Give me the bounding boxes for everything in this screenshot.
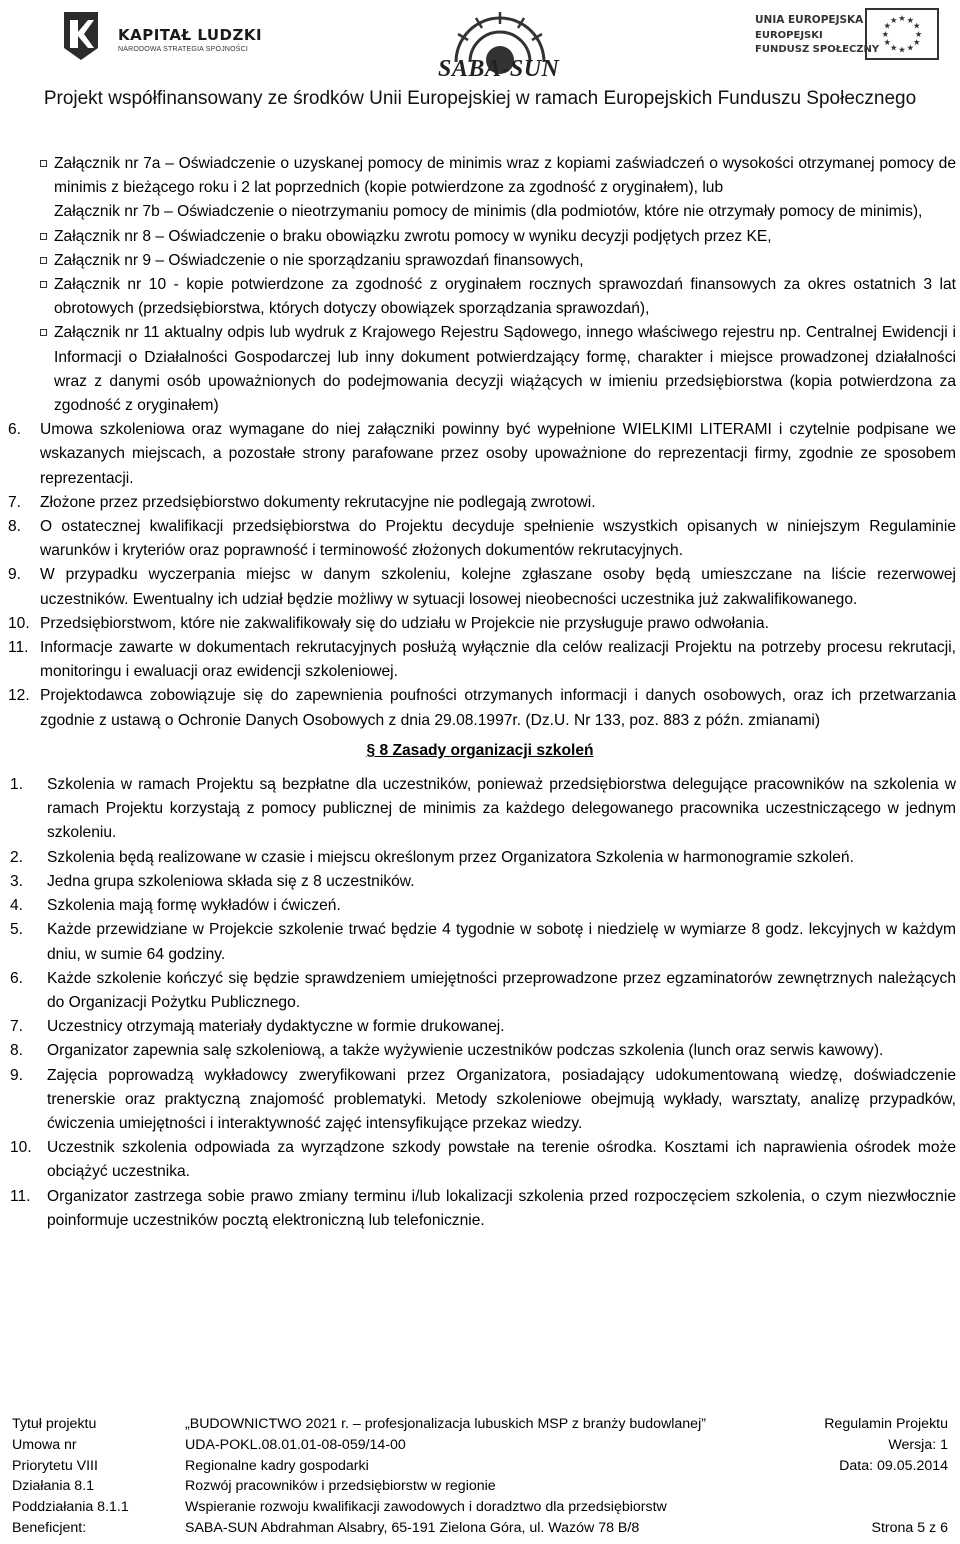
kapital-ludzki-logo xyxy=(58,8,263,78)
project-funding-caption: Projekt współfinansowany ze środków Unii Europejskiej w ramach Europejskich Funduszu Społecznego xyxy=(43,88,917,109)
item-number: 10. xyxy=(8,614,30,632)
square-bullet-icon xyxy=(40,160,47,167)
numbered-item xyxy=(10,870,956,894)
numbered-item xyxy=(8,515,956,563)
item-number: 7. xyxy=(10,1018,24,1036)
footer-value: Wspieranie rozwoju kwalifikacji zawodowych i doradztwo dla przedsiębiorstw xyxy=(185,1499,667,1516)
attachment-text: Załącznik nr 9 – Oświadczenie o nie sporządzaniu sprawozdań finansowych, xyxy=(54,251,584,269)
item-text: Organizator zastrzega sobie prawo zmiany terminu i/lub lokalizacji szkolenia przed rozpoczęciem szkolenia, o czym niezwłocznie poinformuje uczestników pocztą elektroniczną lub telefonicznie. xyxy=(47,1187,956,1229)
footer-row xyxy=(12,1497,948,1518)
svg-text:★: ★ xyxy=(889,42,898,53)
numbered-item xyxy=(10,1064,956,1137)
svg-text:★: ★ xyxy=(913,37,921,48)
numbered-item xyxy=(10,894,956,918)
footer-label: Beneficjent: xyxy=(12,1519,87,1536)
saba-sun-logo xyxy=(420,4,580,84)
footer-row xyxy=(12,1435,948,1456)
footer-value: SABA-SUN Abdrahman Alsabry, 65-191 Zielona Góra, ul. Wazów 78 B/8 xyxy=(185,1519,640,1536)
item-text: Informacje zawarte w dokumentach rekrutacyjnych posłużą wyłącznie dla celów realizacji Projektu na potrzeby procesu rekrutacji, monitoringu i ewaluacji oraz ewidencji szkoleniowej. xyxy=(40,639,956,681)
kapital-ludzki-subtitle: NARODOWA STRATEGIA SPÓJNOŚCI xyxy=(118,46,249,53)
footer-row xyxy=(12,1414,948,1435)
footer-value: Regionalne kadry gospodarki xyxy=(185,1457,369,1474)
numbered-item xyxy=(10,1015,956,1039)
numbered-item xyxy=(10,1039,956,1063)
item-text: Uczestnik szkolenia odpowiada za wyrządzone szkody powstałe na terenie ośrodka. Kosztami ich naprawienia ośrodek może obciążyć uczestnika. xyxy=(47,1139,956,1181)
item-text: Jedna grupa szkoleniowa składa się z 8 uczestników. xyxy=(47,872,415,890)
item-number: 7. xyxy=(8,493,22,511)
svg-text:★: ★ xyxy=(913,20,921,31)
svg-text:★: ★ xyxy=(883,20,891,31)
item-number: 2. xyxy=(10,848,24,866)
svg-text:★: ★ xyxy=(906,14,915,25)
item-number: 3. xyxy=(10,872,24,890)
item-text: Projektodawca zobowiązuje się do zapewnienia poufności otrzymanych informacji i danych osobowych, oraz ich przetwarzania zgodnie z ustawą o Ochronie Danych Osobowych z dnia 29.08.1997r. (Dz.U. Nr 133, poz. 883 z późn. zmianami) xyxy=(40,687,956,729)
numbered-item xyxy=(8,636,956,684)
footer-value: UDA-POKL.08.01.01-08-059/14-00 xyxy=(185,1436,406,1453)
numbered-item xyxy=(8,563,956,611)
footer-meta: Regulamin Projektu xyxy=(824,1416,948,1432)
eu-logo xyxy=(755,8,945,74)
numbered-item xyxy=(10,918,956,966)
footer-meta: Wersja: 1 xyxy=(888,1436,948,1453)
footer-label: Umowa nr xyxy=(12,1436,77,1453)
numbered-item xyxy=(8,612,956,636)
svg-text:★: ★ xyxy=(889,14,898,25)
item-number: 1. xyxy=(10,776,24,794)
item-number: 8. xyxy=(10,1042,24,1060)
square-bullet-icon xyxy=(40,233,47,240)
attachment-text: Załącznik nr 10 - kopie potwierdzone za zgodność z oryginałem rocznych sprawozdań finansowych za okres ostatnich 3 lat obrotowych (przedsiębiorstwa, których dotyczy obowiązek sporządzania sprawozdań), xyxy=(54,276,956,318)
svg-text:★: ★ xyxy=(898,13,906,24)
numbered-item xyxy=(8,684,956,732)
numbered-item xyxy=(8,418,956,491)
eu-line-2: EUROPEJSKI xyxy=(755,30,823,41)
item-number: 6. xyxy=(8,421,22,439)
numbered-item xyxy=(10,773,956,846)
item-number: 10. xyxy=(10,1139,32,1157)
item-number: 12. xyxy=(8,687,30,705)
footer-value: „BUDOWNICTWO 2021 r. – profesjonalizacja lubuskich MSP z branży budowlanej” xyxy=(185,1416,706,1432)
item-number: 11. xyxy=(8,639,29,657)
item-text: Każde przewidziane w Projekcie szkolenie trwać będzie 4 tygodnie w sobotę i niedzielę w wymiarze 8 godz. lekcyjnych w każdym dniu, w sumie 64 godziny. xyxy=(47,921,956,963)
numbered-item xyxy=(10,1185,956,1233)
footer-label: Działania 8.1 xyxy=(12,1478,95,1495)
document-body xyxy=(0,152,960,1233)
item-text: Każde szkolenie kończyć się będzie sprawdzeniem umiejętności przeprowadzone przez egzaminatorów zewnętrznych należących do Organizacji Pożytku Publicznego. xyxy=(47,969,956,1011)
numbered-item xyxy=(8,491,956,515)
item-number: 4. xyxy=(10,897,24,915)
item-text: Zajęcia poprowadzą wykładowcy zweryfikowani przez Organizatora, posiadający udokumentowaną wiedzę, doświadczenie trenerskie oraz praktyczną znajomość problematyki. Metody szkoleniowe obejmują wykłady, warsztaty, analizę przypadków, ćwiczenia umiejętności i interaktywność zajęć intensyfikujące przekaz wiedzy. xyxy=(47,1066,956,1132)
item-text: Umowa szkoleniowa oraz wymagane do niej załączniki powinny być wypełnione WIELKIMI LITERAMI i czytelnie podpisane we wskazanych miejscach, a pozostałe strony parafowane przez osoby upoważnione do reprezentacji firmy, zgodnie ze sposobem reprezentacji. xyxy=(40,421,956,487)
svg-text:★: ★ xyxy=(881,28,890,39)
item-number: 9. xyxy=(10,1066,24,1084)
footer-meta: Data: 09.05.2014 xyxy=(839,1457,948,1474)
footer-row xyxy=(12,1456,948,1477)
attachment-item xyxy=(38,249,956,273)
item-number: 6. xyxy=(10,969,24,987)
eu-line-3: FUNDUSZ SPOŁECZNY xyxy=(755,44,880,55)
attachment-text: Załącznik nr 11 aktualny odpis lub wydruk z Krajowego Rejestru Sądowego, innego właściwego rejestru np. Centralnej Ewidencji i Informacji o Działalności Gospodarczej lub inny dokument potwierdzający formę, charakter i miejsce prowadzonej działalności wraz z danymi osób upoważnionych do podejmowania decyzji wiążących w imieniu przedsiębiorstwa (kopia potwierdzona za zgodność z oryginałem) xyxy=(54,324,956,415)
svg-text:★: ★ xyxy=(906,42,915,53)
item-text: Uczestnicy otrzymają materiały dydaktyczne w formie drukowanej. xyxy=(47,1018,505,1036)
saba-sun-wordmark: SABA-SUN xyxy=(438,56,560,82)
kapital-ludzki-title: KAPITAŁ LUDZKI xyxy=(118,26,263,44)
numbered-item xyxy=(10,967,956,1015)
item-text: Szkolenia mają formę wykładów i ćwiczeń. xyxy=(47,897,341,915)
page-header xyxy=(0,0,960,120)
attachment-item xyxy=(38,273,956,321)
item-number: 9. xyxy=(8,566,22,584)
numbered-item xyxy=(10,846,956,870)
attachment-item xyxy=(38,321,956,418)
footer-label: Priorytetu VIII xyxy=(12,1457,98,1474)
item-text: Organizator zapewnia salę szkoleniową, a także wyżywienie uczestników podczas szkolenia (lunch oraz serwis kawowy). xyxy=(47,1042,884,1060)
footer-row xyxy=(12,1476,948,1497)
footer-label: Tytuł projektu xyxy=(12,1416,97,1432)
square-bullet-icon xyxy=(40,281,47,288)
footer-row xyxy=(12,1518,948,1539)
section-heading: § 8 Zasady organizacji szkoleń xyxy=(366,741,594,759)
attachment-text: Załącznik nr 7a – Oświadczenie o uzyskanej pomocy de minimis wraz z kopiami zaświadczeń o wysokości otrzymanej pomocy de minimis z bieżącego roku i 2 lat poprzednich (kopie potwierdzone za zgodność z oryginałem), lub xyxy=(54,155,956,197)
square-bullet-icon xyxy=(40,257,47,264)
item-text: W przypadku wyczerpania miejsc w danym szkoleniu, kolejne zgłaszane osoby będą umieszczane na liście rezerwowej uczestników. Ewentualny ich udział będzie możliwy w sytuacji losowej nieobecności uczestnika już zakwalifikowanego. xyxy=(40,566,956,608)
footer-value: Rozwój pracowników i przedsiębiorstw w regionie xyxy=(185,1478,496,1495)
svg-text:★: ★ xyxy=(883,37,891,48)
item-number: 8. xyxy=(8,518,22,536)
eu-line-1: UNIA EUROPEJSKA xyxy=(755,14,864,26)
square-bullet-icon xyxy=(40,329,47,336)
kapital-ludzki-emblem-icon xyxy=(58,8,106,64)
item-text: Szkolenia w ramach Projektu są bezpłatne dla uczestników, ponieważ przedsiębiorstwa delegujące pracowników na szkolenia w ramach Projektu korzystają z pomocy publicznej de minimis za każdego delegowanego pracownika uczestniczącego w jednym szkoleniu. xyxy=(47,776,956,842)
page-number: Strona 5 z 6 xyxy=(871,1519,948,1536)
attachment-text: Załącznik nr 7b – Oświadczenie o nieotrzymaniu pomocy de minimis (dla podmiotów, które nie otrzymały pomocy de minimis), xyxy=(54,203,923,221)
item-text: Przedsiębiorstwom, które nie zakwalifikowały się do udziału w Projekcie nie przysługuje prawo odwołania. xyxy=(40,614,769,632)
item-text: Złożone przez przedsiębiorstwo dokumenty rekrutacyjne nie podlegają zwrotowi. xyxy=(40,493,596,511)
svg-text:★: ★ xyxy=(898,44,906,55)
item-number: 5. xyxy=(10,921,24,939)
item-number: 11. xyxy=(10,1187,31,1205)
page-footer xyxy=(12,1414,948,1539)
svg-text:★: ★ xyxy=(914,28,923,39)
attachment-text: Załącznik nr 8 – Oświadczenie o braku obowiązku zwrotu pomocy w wyniku decyzji podjętych przez KE, xyxy=(54,227,772,245)
attachment-item xyxy=(38,225,956,249)
numbered-item xyxy=(10,1136,956,1184)
item-text: Szkolenia będą realizowane w czasie i miejscu określonym przez Organizatora Szkolenia w harmonogramie szkoleń. xyxy=(47,848,854,866)
footer-label: Poddziałania 8.1.1 xyxy=(12,1499,129,1516)
attachment-item xyxy=(54,200,956,224)
item-text: O ostatecznej kwalifikacji przedsiębiorstwa do Projektu decyduje spełnienie wszystkich opisanych w niniejszym Regulaminie warunków i kryteriów oraz poprawność i terminowość złożonych dokumentów rekrutacyjnych. xyxy=(40,518,956,560)
attachment-item xyxy=(38,152,956,200)
eu-flag-icon xyxy=(865,8,939,60)
